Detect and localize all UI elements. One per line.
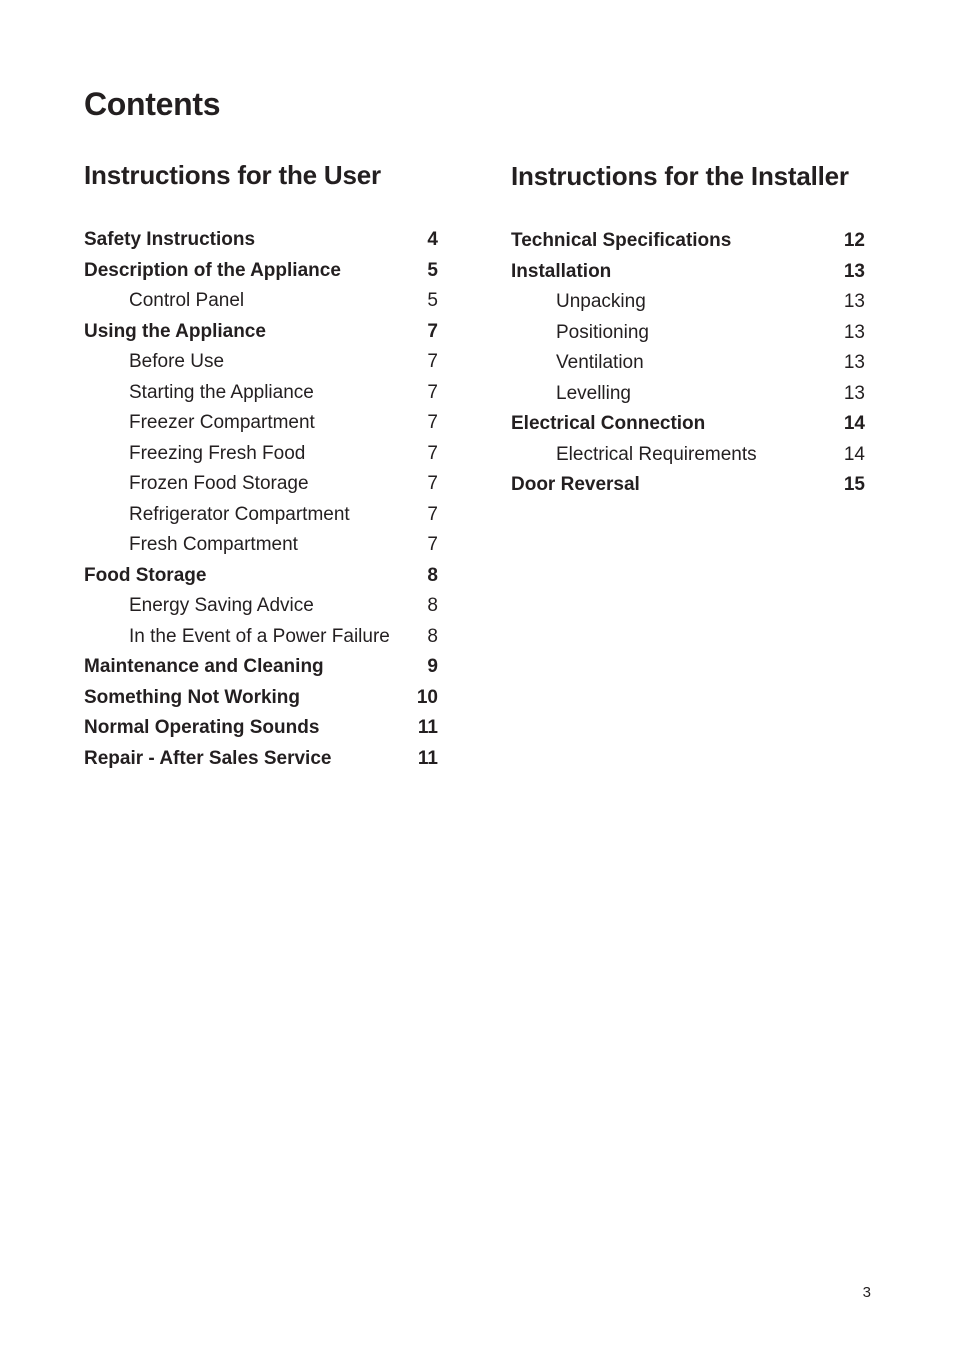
toc-entry[interactable] bbox=[511, 379, 865, 410]
toc-entry[interactable] bbox=[511, 226, 865, 257]
toc-entry-label: Door Reversal bbox=[511, 474, 640, 495]
toc-entry-page: 8 bbox=[427, 595, 438, 616]
toc-entry[interactable] bbox=[84, 530, 438, 561]
toc-entry-label: Starting the Appliance bbox=[129, 381, 314, 403]
toc-entry-label: Control Panel bbox=[129, 290, 245, 311]
toc-entry-page: 8 bbox=[427, 564, 438, 586]
toc-entry[interactable] bbox=[84, 591, 438, 622]
toc-entry-page: 7 bbox=[427, 534, 438, 555]
user-toc-list bbox=[84, 225, 438, 774]
toc-entry-page: 11 bbox=[417, 717, 438, 738]
toc-entry-label: Electrical Requirements bbox=[556, 443, 757, 465]
toc-entry-page: 15 bbox=[843, 474, 865, 495]
page-title: Contents bbox=[84, 86, 221, 122]
toc-entry-page: 7 bbox=[427, 320, 438, 342]
toc-entry[interactable] bbox=[84, 256, 438, 287]
toc-entry[interactable] bbox=[84, 469, 438, 500]
toc-entry-page: 7 bbox=[427, 381, 438, 403]
toc-entry-page: 5 bbox=[427, 259, 438, 281]
toc-entry-label: Repair - After Sales Service bbox=[84, 747, 332, 769]
toc-entry-page: 7 bbox=[427, 351, 438, 372]
toc-entry-page: 7 bbox=[427, 503, 438, 525]
toc-entry[interactable] bbox=[511, 348, 865, 379]
toc-entry-page: 13 bbox=[843, 291, 865, 312]
toc-entry[interactable] bbox=[84, 317, 438, 348]
toc-entry-label: Freezing Fresh Food bbox=[129, 442, 306, 464]
toc-entry-page: 13 bbox=[843, 382, 865, 404]
toc-entry-label: Normal Operating Sounds bbox=[84, 717, 320, 738]
toc-entry-label: Ventilation bbox=[556, 352, 644, 373]
toc-entry-label: Safety Instructions bbox=[84, 229, 256, 250]
page-number: 3 bbox=[862, 1284, 871, 1301]
toc-entry-label: Fresh Compartment bbox=[129, 534, 298, 555]
toc-entry[interactable] bbox=[84, 500, 438, 531]
installer-instructions-section bbox=[511, 159, 865, 501]
toc-entry-label: Maintenance and Cleaning bbox=[84, 656, 324, 677]
toc-entry-label: Positioning bbox=[556, 321, 649, 343]
toc-entry-label: Before Use bbox=[129, 351, 225, 372]
toc-entry-page: 4 bbox=[427, 229, 438, 250]
toc-entry-page: 10 bbox=[416, 686, 438, 708]
toc-entry-label: Something Not Working bbox=[84, 686, 301, 708]
toc-entry-label: Energy Saving Advice bbox=[129, 595, 314, 616]
toc-entry-page: 7 bbox=[427, 412, 438, 433]
toc-entry[interactable] bbox=[84, 408, 438, 439]
installer-section-heading: Instructions for the Installer bbox=[511, 161, 849, 191]
toc-entry-label: Unpacking bbox=[556, 291, 646, 312]
toc-entry-page: 14 bbox=[843, 443, 865, 465]
toc-entry-page: 13 bbox=[843, 321, 865, 343]
toc-entry-page: 13 bbox=[843, 352, 865, 373]
toc-entry[interactable] bbox=[511, 257, 865, 288]
user-section-heading: Instructions for the User bbox=[84, 160, 381, 190]
toc-entry-page: 12 bbox=[843, 230, 865, 251]
toc-entry-page: 14 bbox=[843, 413, 865, 434]
toc-entry[interactable] bbox=[84, 622, 438, 653]
toc-entry[interactable] bbox=[511, 287, 865, 318]
toc-entry-page: 7 bbox=[427, 442, 438, 464]
toc-entry[interactable] bbox=[511, 409, 865, 440]
installer-toc-list bbox=[511, 226, 865, 501]
toc-entry[interactable] bbox=[511, 318, 865, 349]
toc-entry[interactable] bbox=[84, 683, 438, 714]
toc-entry[interactable] bbox=[84, 439, 438, 470]
toc-entry-page: 9 bbox=[427, 656, 438, 677]
toc-entry-page: 7 bbox=[427, 473, 438, 494]
toc-entry[interactable] bbox=[84, 744, 438, 775]
toc-entry-label: Electrical Connection bbox=[511, 413, 706, 434]
toc-entry-label: Technical Specifications bbox=[511, 230, 732, 251]
toc-entry-label: Food Storage bbox=[84, 564, 207, 586]
toc-entry-label: Using the Appliance bbox=[84, 320, 266, 342]
toc-entry-label: In the Event of a Power Failure bbox=[129, 625, 390, 647]
toc-entry-label: Frozen Food Storage bbox=[129, 473, 309, 494]
toc-entry[interactable] bbox=[84, 378, 438, 409]
user-instructions-section bbox=[84, 158, 438, 774]
toc-entry[interactable] bbox=[84, 225, 438, 256]
toc-entry-label: Installation bbox=[511, 260, 612, 282]
toc-entry-page: 13 bbox=[843, 260, 865, 282]
toc-entry[interactable] bbox=[511, 440, 865, 471]
toc-entry-page: 11 bbox=[417, 747, 438, 769]
toc-entry[interactable] bbox=[84, 561, 438, 592]
toc-entry[interactable] bbox=[84, 652, 438, 683]
toc-entry[interactable] bbox=[511, 470, 865, 501]
toc-entry-label: Levelling bbox=[556, 382, 631, 404]
toc-entry-label: Freezer Compartment bbox=[129, 412, 315, 433]
toc-entry[interactable] bbox=[84, 713, 438, 744]
toc-entry[interactable] bbox=[84, 347, 438, 378]
toc-entry[interactable] bbox=[84, 286, 438, 317]
toc-entry-label: Refrigerator Compartment bbox=[129, 503, 350, 525]
toc-entry-label: Description of the Appliance bbox=[84, 259, 341, 281]
toc-entry-page: 8 bbox=[427, 625, 438, 647]
toc-entry-page: 5 bbox=[427, 290, 438, 311]
